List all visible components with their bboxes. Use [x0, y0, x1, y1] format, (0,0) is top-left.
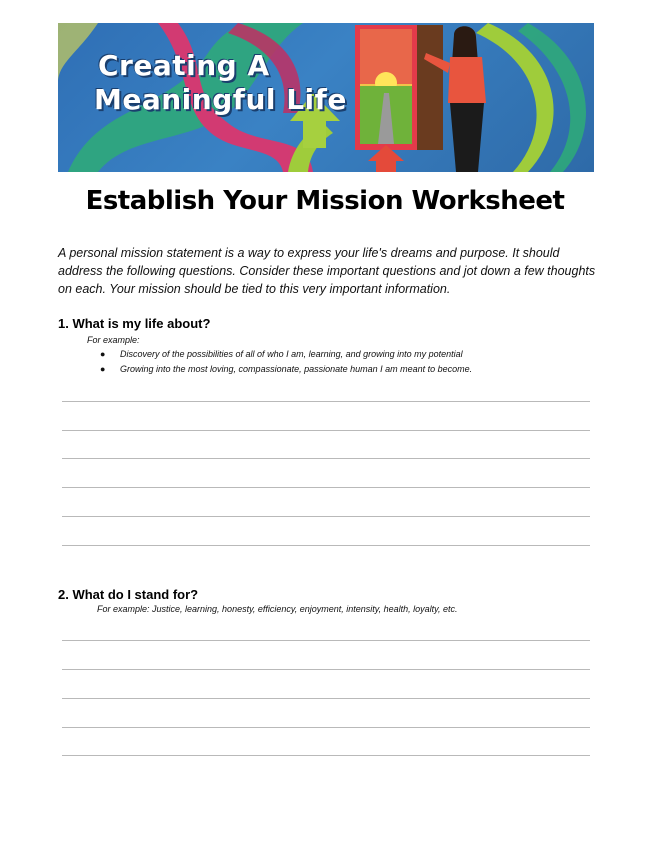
answer-line[interactable]	[62, 430, 590, 431]
question2-example: For example: Justice, learning, honesty, efficiency, enjoyment, intensity, health, loyalty, etc.	[97, 604, 458, 614]
answer-line[interactable]	[62, 698, 590, 699]
answer-line[interactable]	[62, 487, 590, 488]
question1-heading: 1. What is my life about?	[58, 316, 211, 331]
header-banner	[58, 23, 594, 172]
bullet-icon: ●	[100, 349, 106, 359]
answer-line[interactable]	[62, 458, 590, 459]
banner-title-line1: Creating A	[98, 49, 270, 82]
answer-line[interactable]	[62, 755, 590, 756]
question1-example-label: For example:	[87, 335, 140, 345]
list-item	[100, 362, 472, 377]
answer-line[interactable]	[62, 669, 590, 670]
answer-line[interactable]	[62, 640, 590, 641]
banner-title	[94, 49, 347, 116]
answer-line[interactable]	[62, 401, 590, 402]
list-item	[100, 347, 472, 362]
banner-title-line2: Meaningful Life	[94, 82, 347, 116]
answer-line[interactable]	[62, 545, 590, 546]
bullet-icon: ●	[100, 364, 106, 374]
bullet-text: Discovery of the possibilities of all of who I am, learning, and growing into my potential	[120, 349, 463, 359]
answer-line[interactable]	[62, 516, 590, 517]
page-title: Establish Your Mission Worksheet	[85, 186, 565, 216]
bullet-text: Growing into the most loving, compassionate, passionate human I am meant to become.	[120, 364, 473, 374]
intro-paragraph: A personal mission statement is a way to express your life's dreams and purpose. It should address the following questions. Consider these important questions and jot down a few thoughts on each. Your mission should be tied to this very important information.	[58, 246, 596, 296]
question1-examples-list	[100, 347, 472, 377]
question2-heading: 2. What do I stand for?	[58, 587, 199, 602]
answer-line[interactable]	[62, 727, 590, 728]
